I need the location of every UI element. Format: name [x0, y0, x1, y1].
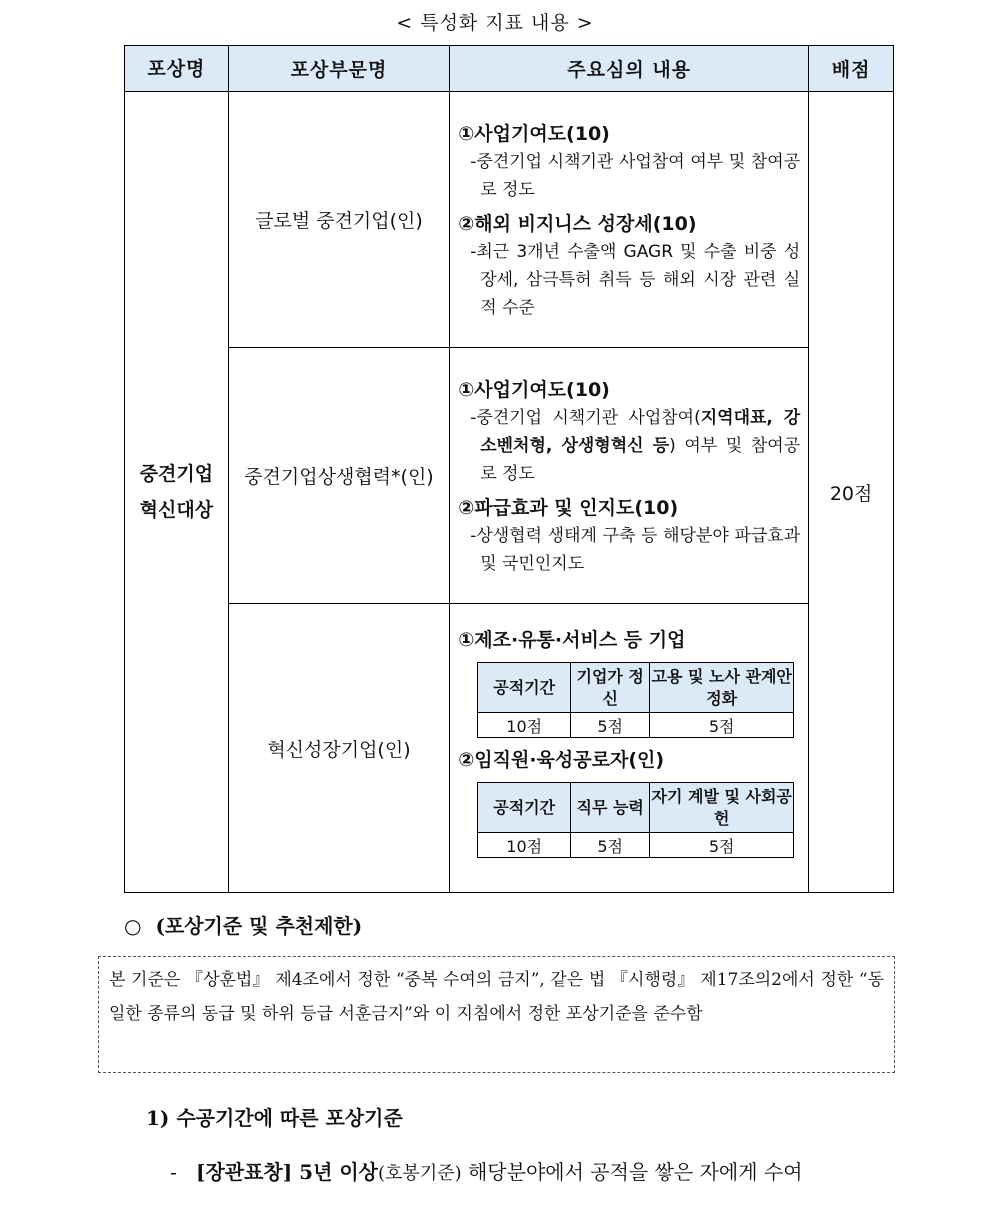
item-title: ①제조·유통·서비스 등 기업	[458, 629, 686, 651]
subtable-header: 직무 능력	[571, 783, 650, 833]
item-title: ②해외 비지니스 성장세(10)	[458, 213, 697, 235]
evaluation-table	[124, 45, 894, 893]
header-award-name: 포상명	[125, 46, 229, 92]
content-cell	[450, 348, 809, 604]
subtable-value: 5점	[650, 833, 794, 858]
content-cell	[450, 92, 809, 348]
item-title: ①사업기여도(10)	[458, 379, 610, 401]
header-division: 포상부문명	[228, 46, 449, 92]
item-desc-post: ) 여부 및 참여공로 정도	[480, 436, 801, 484]
table-caption: < 특성화 지표 내용 >	[396, 12, 594, 34]
item-desc: -중견기업 시책기관 사업참여 여부 및 참여공로 정도	[470, 152, 801, 200]
award-name-line2: 혁신대상	[139, 499, 214, 521]
section-heading	[124, 910, 362, 939]
item-desc: -상생협력 생태계 구축 등 해당분야 파급효과 및 국민인지도	[470, 526, 801, 574]
subtable-header: 공적기간	[478, 783, 571, 833]
score-cell: 20점	[809, 92, 894, 893]
header-score: 배점	[809, 46, 894, 92]
subtable-value: 5점	[650, 713, 794, 738]
division-cell: 글로벌 중견기업(인)	[228, 92, 449, 348]
subtable-value: 5점	[571, 713, 650, 738]
item-desc-bold: 지역대표, 강소벤처형, 상생형혁신 등	[480, 408, 801, 456]
header-content: 주요심의 내용	[450, 46, 809, 92]
division-cell: 중견기업상생협력*(인)	[228, 348, 449, 604]
table-row	[125, 604, 894, 893]
content-cell	[450, 604, 809, 893]
subtable-header: 공적기간	[478, 663, 571, 713]
sub-section-heading: 1) 수공기간에 따른 포상기준	[146, 1106, 403, 1130]
subtable-value-row	[478, 713, 794, 738]
score-subtable	[477, 782, 794, 858]
rule-paren: (호봉기준)	[378, 1163, 462, 1184]
section-title: (포상기준 및 추천제한)	[155, 914, 363, 938]
subtable-header: 기업가 정신	[571, 663, 650, 713]
notice-box: 본 기준은 『상훈법』 제4조에서 정한 “중복 수여의 금지”, 같은 법 『시행령』 제17조의2에서 정한 “동일한 종류의 동급 및 하위 등급 서훈금지”와 이 지침에서 정한 포상기준을 준수함	[98, 956, 895, 1073]
item-title: ②임직원·육성공로자(인)	[458, 749, 665, 771]
subtable-value: 10점	[478, 833, 571, 858]
subtable-header-row	[478, 663, 794, 713]
rule-dash: -	[170, 1160, 177, 1184]
rule-item	[170, 1155, 895, 1191]
table-row	[125, 348, 894, 604]
item-desc-pre: -중견기업 시책기관 사업참여(	[470, 408, 701, 428]
item-desc: -최근 3개년 수출액 GAGR 및 수출 비중 성장세, 삼극특허 취득 등 해외 시장 관련 실적 수준	[470, 242, 801, 318]
subtable-header: 자기 계발 및 사회공헌	[650, 783, 794, 833]
rule-rest: 해당분야에서 공적을 쌓은 자에게 수여	[461, 1160, 803, 1184]
table-row	[125, 92, 894, 348]
subtable-header: 고용 및 노사 관계안정화	[650, 663, 794, 713]
item-title: ②파급효과 및 인지도(10)	[458, 497, 679, 519]
subtable-header-row	[478, 783, 794, 833]
award-name-cell	[125, 92, 229, 893]
item-title: ①사업기여도(10)	[458, 123, 610, 145]
score-subtable	[477, 662, 794, 738]
division-cell: 혁신성장기업(인)	[228, 604, 449, 893]
rule-body	[170, 1155, 895, 1191]
section-bullet: ○	[124, 914, 142, 938]
rule-bold: [장관표창] 5년 이상	[196, 1160, 379, 1184]
item-desc	[458, 404, 800, 488]
subtable-value: 10점	[478, 713, 571, 738]
subtable-value: 5점	[571, 833, 650, 858]
subtable-value-row	[478, 833, 794, 858]
award-name-line1: 중견기업	[139, 463, 214, 485]
table-header-row	[125, 46, 894, 92]
